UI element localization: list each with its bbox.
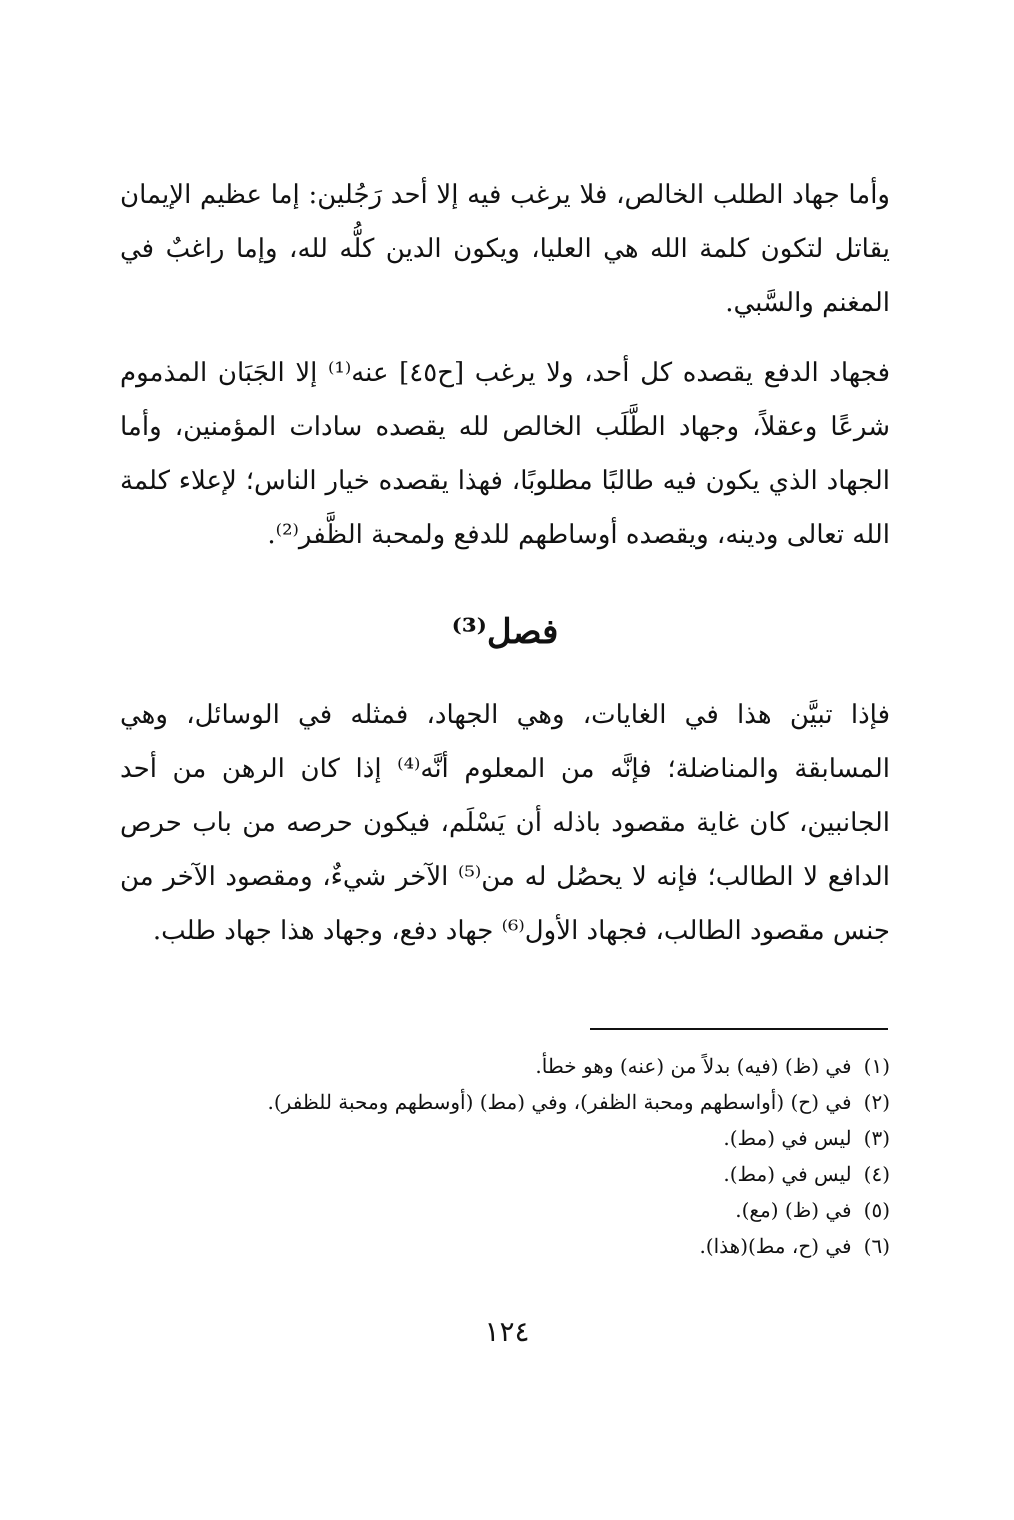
footnote-number: (٥)	[863, 1198, 890, 1222]
footnote-item	[120, 1228, 890, 1264]
footnote-number: (٣)	[863, 1126, 890, 1150]
footnote-text: في (ظ) (فيه) بدلاً من (عنه) وهو خطأ.	[535, 1054, 852, 1078]
footnote-text: في (ظ) (مع).	[735, 1198, 852, 1222]
paragraph-3: فإذا تبيَّن هذا في الغايات، وهي الجهاد، فمثله في الوسائل، وهي المسابقة والمناضلة؛ فإنَّه من المعلوم أنَّه⁽⁴⁾ إذا كان الرهن من أحد الجانبين، كان غاية مقصود باذله أن يَسْلَم، فيكون حرصه من باب حرص الدافع لا الطالب؛ فإنه لا يحصُل له من⁽⁵⁾ الآخر شيءٌ، ومقصود الآخر من جنس مقصود الطالب، فجهاد الأول⁽⁶⁾ جهاد دفع، وجهاد هذا جهاد طلب.	[120, 700, 891, 946]
page-number: ١٢٤	[484, 1315, 530, 1348]
footnote-text: في (ح، مط)(هذا).	[699, 1234, 852, 1258]
footnote-number: (٦)	[863, 1234, 890, 1258]
footnote-item	[120, 1156, 890, 1192]
footnote-item	[120, 1048, 890, 1084]
paragraph-2: فجهاد الدفع يقصده كل أحد، ولا يرغب [ح٤٥] عنه⁽¹⁾ إلا الجَبَان المذموم شرعًا وعقلاً، وجهاد الطَّلَب الخالص لله يقصده سادات المؤمنين، وأما الجهاد الذي يكون فيه طالبًا مطلوبًا، فهذا يقصده خيار الناس؛ لإعلاء كلمة الله تعالى ودينه، ويقصده أوساطهم للدفع ولمحبة الظَّفر⁽²⁾.	[120, 358, 890, 550]
footnote-item	[120, 1120, 890, 1156]
footnote-text: ليس في (مط).	[723, 1126, 852, 1150]
footnote-text: في (ح) (أواسطهم ومحبة الظفر)، وفي (مط) (أوسطهم ومحبة للظفر).	[267, 1090, 852, 1114]
paragraph-1: وأما جهاد الطلب الخالص، فلا يرغب فيه إلا أحد رَجُلين: إما عظيم الإيمان يقاتل لتكون كلمة الله هي العليا، ويكون الدين كلُّه لله، وإما راغبٌ في المغنم والسَّبي.	[120, 180, 890, 318]
footnotes-list	[120, 1048, 890, 1264]
footnote-separator	[590, 1028, 888, 1030]
footnote-text: ليس في (مط).	[723, 1162, 852, 1186]
footnote-number: (١)	[863, 1054, 890, 1078]
footnote-item	[120, 1192, 890, 1228]
footnote-item	[120, 1084, 890, 1120]
section-heading: فصل⁽³⁾	[451, 612, 559, 652]
footnote-number: (٢)	[863, 1090, 890, 1114]
footnote-number: (٤)	[863, 1162, 890, 1186]
